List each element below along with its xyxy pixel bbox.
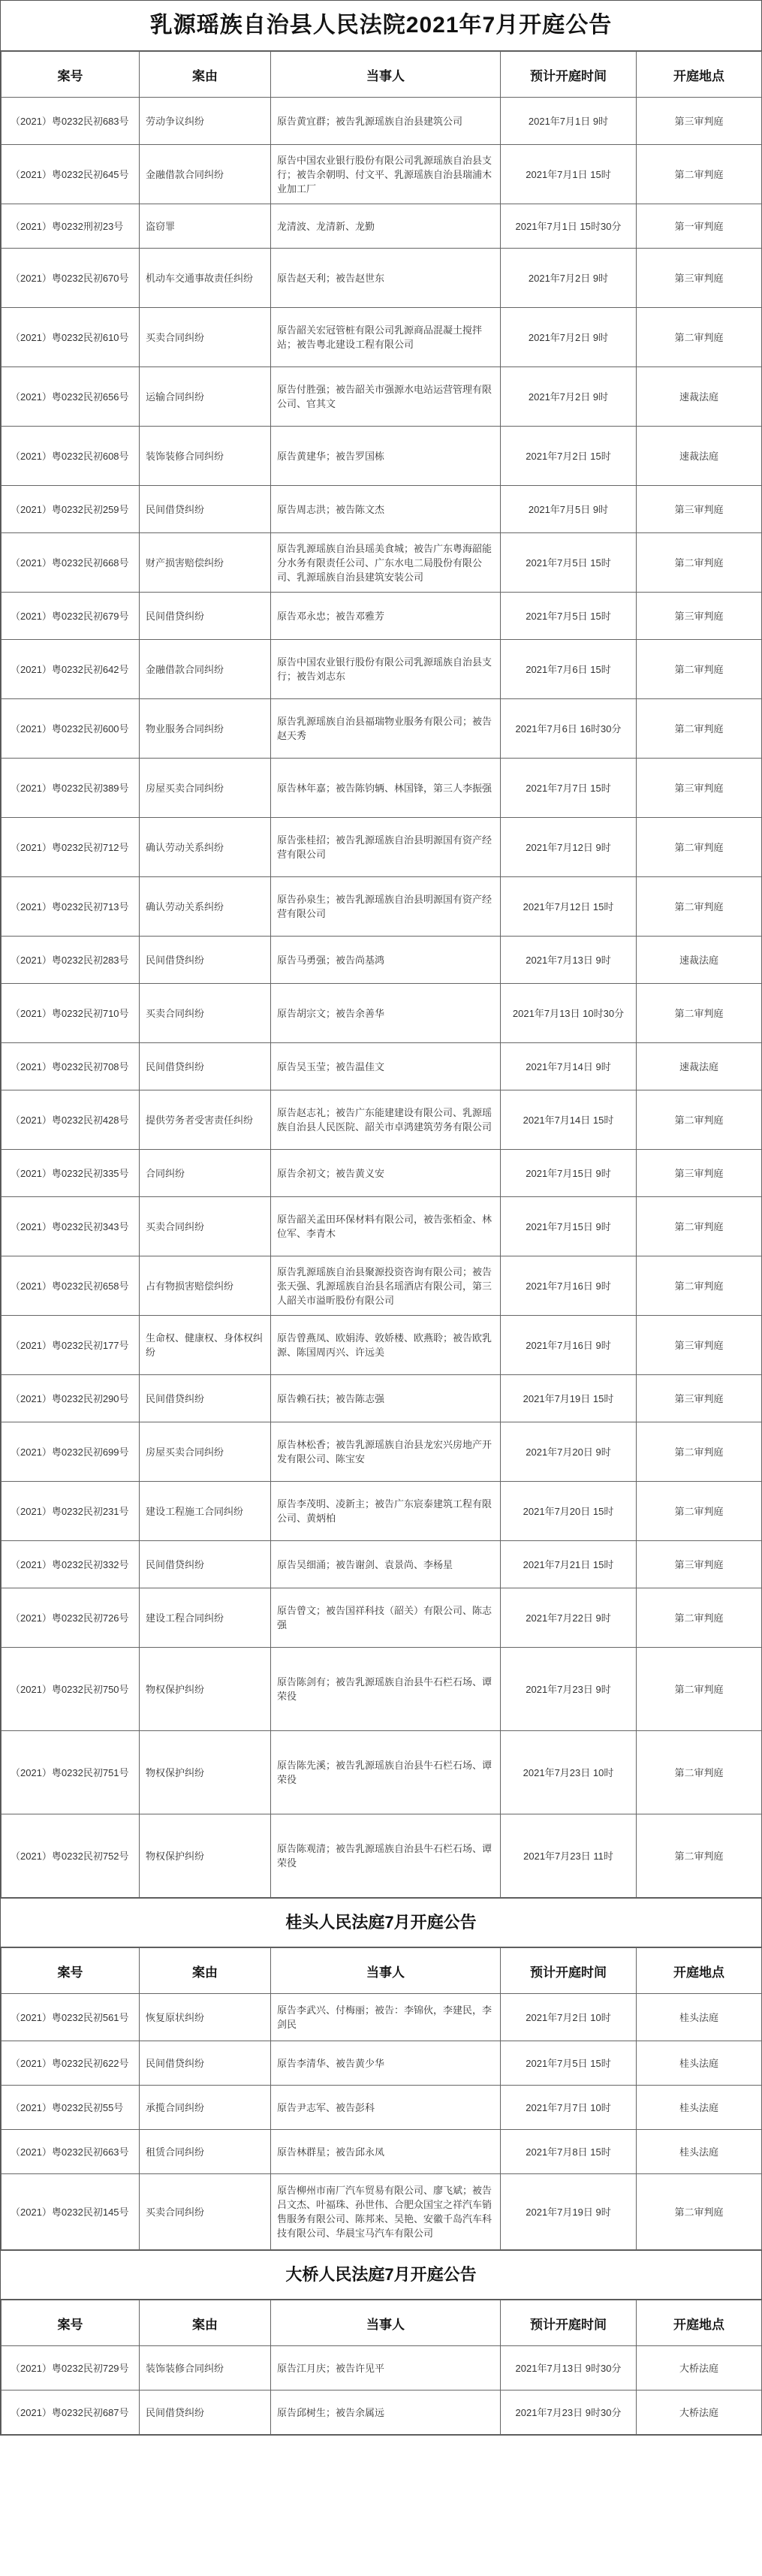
hearing-time: 2021年7月16日 9时 <box>501 1256 637 1316</box>
case-number: （2021）粤0232民初712号 <box>2 818 140 877</box>
case-parties: 原告邱树生；被告余属远 <box>271 2390 501 2435</box>
main-court-table <box>1 51 762 1898</box>
case-cause: 房屋买卖合同纠纷 <box>140 759 271 818</box>
case-number: （2021）粤0232民初710号 <box>2 984 140 1043</box>
case-number: （2021）粤0232民初608号 <box>2 427 140 486</box>
hearing-time: 2021年7月21日 15时 <box>501 1541 637 1588</box>
table-header-row <box>2 1948 762 1994</box>
case-parties: 原告张桂招；被告乳源瑶族自治县明源国有资产经营有限公司 <box>271 818 501 877</box>
case-number: （2021）粤0232民初600号 <box>2 699 140 759</box>
case-parties: 原告赵志礼；被告广东能建建设有限公司、乳源瑶族自治县人民医院、韶关市卓鸿建筑劳务有限公司 <box>271 1090 501 1150</box>
table-row <box>2 1375 762 1422</box>
case-cause: 装饰装修合同纠纷 <box>140 2346 271 2390</box>
table-row <box>2 1482 762 1541</box>
hearing-place: 第三审判庭 <box>637 593 762 640</box>
hearing-place: 桂头法庭 <box>637 1994 762 2041</box>
case-number: （2021）粤0232民初610号 <box>2 308 140 367</box>
case-number: （2021）粤0232民初729号 <box>2 2346 140 2390</box>
header-case-number: 案号 <box>2 52 140 98</box>
case-cause: 买卖合同纠纷 <box>140 308 271 367</box>
hearing-place: 第二审判庭 <box>637 1482 762 1541</box>
hearing-time: 2021年7月14日 9时 <box>501 1043 637 1090</box>
case-cause: 确认劳动关系纠纷 <box>140 877 271 937</box>
header-time: 预计开庭时间 <box>501 52 637 98</box>
hearing-time: 2021年7月5日 9时 <box>501 486 637 533</box>
hearing-place: 速裁法庭 <box>637 367 762 427</box>
header-case-number: 案号 <box>2 2300 140 2346</box>
hearing-time: 2021年7月19日 9时 <box>501 2174 637 2250</box>
hearing-time: 2021年7月1日 15时30分 <box>501 204 637 249</box>
case-number: （2021）粤0232民初145号 <box>2 2174 140 2250</box>
table-row <box>2 1043 762 1090</box>
case-number: （2021）粤0232民初699号 <box>2 1422 140 1482</box>
case-number: （2021）粤0232民初335号 <box>2 1150 140 1197</box>
table-row <box>2 2174 762 2250</box>
table-row <box>2 877 762 937</box>
case-number: （2021）粤0232民初663号 <box>2 2130 140 2174</box>
case-number: （2021）粤0232民初750号 <box>2 1648 140 1731</box>
case-parties: 原告陈观清；被告乳源瑶族自治县牛石栏石场、谭荣役 <box>271 1814 501 1898</box>
daqiao-section-title: 大桥人民法庭7月开庭公告 <box>1 2250 761 2300</box>
hearing-place: 第三审判庭 <box>637 1375 762 1422</box>
case-number: （2021）粤0232民初177号 <box>2 1316 140 1375</box>
hearing-place: 第二审判庭 <box>637 533 762 593</box>
hearing-place: 第二审判庭 <box>637 1256 762 1316</box>
hearing-time: 2021年7月2日 9时 <box>501 308 637 367</box>
hearing-time: 2021年7月5日 15时 <box>501 533 637 593</box>
case-cause: 买卖合同纠纷 <box>140 1197 271 1256</box>
table-row <box>2 818 762 877</box>
hearing-place: 速裁法庭 <box>637 1043 762 1090</box>
case-number: （2021）粤0232民初658号 <box>2 1256 140 1316</box>
case-number: （2021）粤0232民初561号 <box>2 1994 140 2041</box>
case-number: （2021）粤0232民初332号 <box>2 1541 140 1588</box>
case-cause: 占有物损害赔偿纠纷 <box>140 1256 271 1316</box>
case-parties: 原告曾文；被告国祥科技（韶关）有限公司、陈志强 <box>271 1588 501 1648</box>
header-time: 预计开庭时间 <box>501 1948 637 1994</box>
table-row <box>2 759 762 818</box>
table-row <box>2 1316 762 1375</box>
hearing-time: 2021年7月2日 9时 <box>501 367 637 427</box>
case-cause: 运输合同纠纷 <box>140 367 271 427</box>
table-row <box>2 1256 762 1316</box>
hearing-time: 2021年7月2日 9时 <box>501 249 637 308</box>
hearing-place: 桂头法庭 <box>637 2086 762 2130</box>
case-cause: 民间借贷纠纷 <box>140 1043 271 1090</box>
case-parties: 原告胡宗文；被告余善华 <box>271 984 501 1043</box>
hearing-time: 2021年7月8日 15时 <box>501 2130 637 2174</box>
case-parties: 原告乳源瑶族自治县瑶美食城；被告广东粤海韶能分水务有限责任公司、广东水电二局股份有限公司、乳源瑶族自治县建筑安装公司 <box>271 533 501 593</box>
case-number: （2021）粤0232民初428号 <box>2 1090 140 1150</box>
case-cause: 恢复原状纠纷 <box>140 1994 271 2041</box>
case-parties: 原告韶关孟田环保材料有限公司，被告张栢金、林位军、李青木 <box>271 1197 501 1256</box>
hearing-place: 第三审判庭 <box>637 98 762 145</box>
case-cause: 物权保护纠纷 <box>140 1814 271 1898</box>
hearing-place: 第二审判庭 <box>637 1648 762 1731</box>
case-cause: 民间借贷纠纷 <box>140 486 271 533</box>
hearing-place: 第二审判庭 <box>637 1814 762 1898</box>
case-cause: 买卖合同纠纷 <box>140 2174 271 2250</box>
case-parties: 原告尹志军、被告彭科 <box>271 2086 501 2130</box>
table-row <box>2 2390 762 2435</box>
case-cause: 承揽合同纠纷 <box>140 2086 271 2130</box>
case-parties: 原告曾燕凤、欧娟涛、敦娇楼、欧燕聆；被告欧乳源、陈国周丙兴、许远美 <box>271 1316 501 1375</box>
case-cause: 金融借款合同纠纷 <box>140 145 271 204</box>
table-row <box>2 1197 762 1256</box>
table-row <box>2 308 762 367</box>
hearing-time: 2021年7月23日 10时 <box>501 1731 637 1814</box>
case-parties: 原告黄宜群；被告乳源瑶族自治县建筑公司 <box>271 98 501 145</box>
case-parties: 原告李武兴、付梅丽；被告：李锦伙，李建民，李剑民 <box>271 1994 501 2041</box>
table-header-row <box>2 2300 762 2346</box>
hearing-time: 2021年7月7日 10时 <box>501 2086 637 2130</box>
case-parties: 原告陈先溪；被告乳源瑶族自治县牛石栏石场、谭荣役 <box>271 1731 501 1814</box>
hearing-time: 2021年7月7日 15时 <box>501 759 637 818</box>
hearing-time: 2021年7月6日 15时 <box>501 640 637 699</box>
case-cause: 物权保护纠纷 <box>140 1648 271 1731</box>
hearing-time: 2021年7月23日 9时 <box>501 1648 637 1731</box>
case-parties: 原告林松香；被告乳源瑶族自治县龙宏兴房地产开发有限公司、陈宝安 <box>271 1422 501 1482</box>
hearing-place: 第三审判庭 <box>637 1541 762 1588</box>
case-parties: 原告赵天利；被告赵世东 <box>271 249 501 308</box>
case-number: （2021）粤0232民初687号 <box>2 2390 140 2435</box>
case-cause: 劳动争议纠纷 <box>140 98 271 145</box>
table-row <box>2 1541 762 1588</box>
table-row <box>2 699 762 759</box>
table-row <box>2 2041 762 2086</box>
hearing-place: 第三审判庭 <box>637 486 762 533</box>
case-number: （2021）粤0232民初670号 <box>2 249 140 308</box>
case-number: （2021）粤0232民初259号 <box>2 486 140 533</box>
hearing-time: 2021年7月13日 9时 <box>501 937 637 984</box>
case-parties: 原告黄建华；被告罗国栋 <box>271 427 501 486</box>
header-cause: 案由 <box>140 2300 271 2346</box>
case-parties: 原告中国农业银行股份有限公司乳源瑶族自治县支行；被告刘志东 <box>271 640 501 699</box>
case-number: （2021）粤0232刑初23号 <box>2 204 140 249</box>
case-cause: 建设工程合同纠纷 <box>140 1588 271 1648</box>
hearing-place: 第二审判庭 <box>637 1422 762 1482</box>
case-number: （2021）粤0232民初283号 <box>2 937 140 984</box>
case-cause: 装饰装修合同纠纷 <box>140 427 271 486</box>
hearing-place: 第一审判庭 <box>637 204 762 249</box>
case-parties: 原告余初文；被告黄义安 <box>271 1150 501 1197</box>
hearing-place: 第三审判庭 <box>637 1150 762 1197</box>
hearing-place: 第二审判庭 <box>637 1090 762 1150</box>
case-cause: 民间借贷纠纷 <box>140 1375 271 1422</box>
hearing-time: 2021年7月1日 9时 <box>501 98 637 145</box>
header-parties: 当事人 <box>271 1948 501 1994</box>
hearing-place: 大桥法庭 <box>637 2346 762 2390</box>
case-cause: 买卖合同纠纷 <box>140 984 271 1043</box>
header-parties: 当事人 <box>271 52 501 98</box>
hearing-time: 2021年7月15日 9时 <box>501 1150 637 1197</box>
table-row <box>2 367 762 427</box>
hearing-place: 第二审判庭 <box>637 2174 762 2250</box>
hearing-place: 第二审判庭 <box>637 640 762 699</box>
hearing-time: 2021年7月6日 16时30分 <box>501 699 637 759</box>
table-row <box>2 145 762 204</box>
case-cause: 物业服务合同纠纷 <box>140 699 271 759</box>
hearing-time: 2021年7月13日 9时30分 <box>501 2346 637 2390</box>
table-row <box>2 427 762 486</box>
case-parties: 原告林年嘉；被告陈钧辆、林国锋，第三人李振强 <box>271 759 501 818</box>
hearing-time: 2021年7月2日 10时 <box>501 1994 637 2041</box>
case-number: （2021）粤0232民初656号 <box>2 367 140 427</box>
table-row <box>2 98 762 145</box>
case-parties: 原告陈剑有；被告乳源瑶族自治县牛石栏石场、谭荣役 <box>271 1648 501 1731</box>
hearing-time: 2021年7月2日 15时 <box>501 427 637 486</box>
hearing-place: 第三审判庭 <box>637 249 762 308</box>
hearing-time: 2021年7月13日 10时30分 <box>501 984 637 1043</box>
hearing-place: 第二审判庭 <box>637 1197 762 1256</box>
hearing-time: 2021年7月20日 9时 <box>501 1422 637 1482</box>
case-parties: 原告赖石扶；被告陈志强 <box>271 1375 501 1422</box>
case-cause: 民间借贷纠纷 <box>140 593 271 640</box>
case-number: （2021）粤0232民初668号 <box>2 533 140 593</box>
header-parties: 当事人 <box>271 2300 501 2346</box>
case-cause: 民间借贷纠纷 <box>140 2390 271 2435</box>
hearing-time: 2021年7月20日 15时 <box>501 1482 637 1541</box>
case-parties: 原告林群星；被告邱永凤 <box>271 2130 501 2174</box>
case-number: （2021）粤0232民初290号 <box>2 1375 140 1422</box>
hearing-place: 桂头法庭 <box>637 2130 762 2174</box>
header-case-number: 案号 <box>2 1948 140 1994</box>
case-number: （2021）粤0232民初683号 <box>2 98 140 145</box>
hearing-time: 2021年7月15日 9时 <box>501 1197 637 1256</box>
hearing-place: 第三审判庭 <box>637 759 762 818</box>
case-cause: 民间借贷纠纷 <box>140 937 271 984</box>
hearing-time: 2021年7月23日 9时30分 <box>501 2390 637 2435</box>
case-cause: 民间借贷纠纷 <box>140 1541 271 1588</box>
table-row <box>2 640 762 699</box>
hearing-place: 第二审判庭 <box>637 877 762 937</box>
case-number: （2021）粤0232民初645号 <box>2 145 140 204</box>
case-cause: 金融借款合同纠纷 <box>140 640 271 699</box>
hearing-time: 2021年7月22日 9时 <box>501 1588 637 1648</box>
header-cause: 案由 <box>140 52 271 98</box>
hearing-time: 2021年7月19日 15时 <box>501 1375 637 1422</box>
table-row <box>2 593 762 640</box>
hearing-time: 2021年7月1日 15时 <box>501 145 637 204</box>
guitou-court-table <box>1 1947 762 2250</box>
hearing-place: 第二审判庭 <box>637 308 762 367</box>
table-row <box>2 1731 762 1814</box>
hearing-place: 第二审判庭 <box>637 818 762 877</box>
table-row <box>2 1588 762 1648</box>
case-cause: 财产损害赔偿纠纷 <box>140 533 271 593</box>
hearing-time: 2021年7月23日 11时 <box>501 1814 637 1898</box>
case-cause: 确认劳动关系纠纷 <box>140 818 271 877</box>
header-cause: 案由 <box>140 1948 271 1994</box>
case-parties: 原告韶关宏冠管桩有限公司乳源商品混凝土搅拌站；被告粤北建设工程有限公司 <box>271 308 501 367</box>
hearing-place: 速裁法庭 <box>637 937 762 984</box>
guitou-section-title: 桂头人民法庭7月开庭公告 <box>1 1898 761 1947</box>
table-row <box>2 1090 762 1150</box>
table-row <box>2 937 762 984</box>
case-number: （2021）粤0232民初679号 <box>2 593 140 640</box>
case-cause: 租赁合同纠纷 <box>140 2130 271 2174</box>
case-parties: 原告柳州市南厂汽车贸易有限公司、廖飞斌；被告吕文杰、叶福珠、孙世伟、合肥众国宝之祥汽车销售服务有限公司、陈邦来、吴艳、安徽千岛汽车科技有限公司、华晨宝马汽车有限公司 <box>271 2174 501 2250</box>
hearing-time: 2021年7月12日 15时 <box>501 877 637 937</box>
case-number: （2021）粤0232民初622号 <box>2 2041 140 2086</box>
case-parties: 原告吴玉莹；被告温佳文 <box>271 1043 501 1090</box>
daqiao-court-table <box>1 2300 762 2435</box>
table-row <box>2 486 762 533</box>
hearing-time: 2021年7月16日 9时 <box>501 1316 637 1375</box>
hearing-place: 第二审判庭 <box>637 699 762 759</box>
table-row <box>2 1648 762 1731</box>
table-row <box>2 1814 762 1898</box>
case-parties: 原告李清华、被告黄少华 <box>271 2041 501 2086</box>
hearing-time: 2021年7月12日 9时 <box>501 818 637 877</box>
case-parties: 原告乳源瑶族自治县福瑞物业服务有限公司；被告赵天秀 <box>271 699 501 759</box>
case-parties: 原告乳源瑶族自治县聚源投资咨询有限公司；被告张天强、乳源瑶族自治县名瑶酒店有限公司，第三人韶关市溢昕股份有限公司 <box>271 1256 501 1316</box>
hearing-place: 第二审判庭 <box>637 145 762 204</box>
header-place: 开庭地点 <box>637 52 762 98</box>
case-cause: 机动车交通事故责任纠纷 <box>140 249 271 308</box>
case-cause: 民间借贷纠纷 <box>140 2041 271 2086</box>
table-row <box>2 204 762 249</box>
hearing-place: 第二审判庭 <box>637 984 762 1043</box>
case-parties: 原告江月庆；被告许见平 <box>271 2346 501 2390</box>
table-row <box>2 2086 762 2130</box>
hearing-place: 第二审判庭 <box>637 1731 762 1814</box>
case-number: （2021）粤0232民初713号 <box>2 877 140 937</box>
header-place: 开庭地点 <box>637 2300 762 2346</box>
case-number: （2021）粤0232民初642号 <box>2 640 140 699</box>
hearing-place: 速裁法庭 <box>637 427 762 486</box>
table-row <box>2 2130 762 2174</box>
case-parties: 原告孙泉生；被告乳源瑶族自治县明源国有资产经营有限公司 <box>271 877 501 937</box>
table-row <box>2 249 762 308</box>
header-time: 预计开庭时间 <box>501 2300 637 2346</box>
hearing-time: 2021年7月5日 15时 <box>501 593 637 640</box>
case-parties: 原告中国农业银行股份有限公司乳源瑶族自治县支行；被告余朝明、付文平、乳源瑶族自治县瑞浦木业加工厂 <box>271 145 501 204</box>
case-cause: 提供劳务者受害责任纠纷 <box>140 1090 271 1150</box>
case-number: （2021）粤0232民初708号 <box>2 1043 140 1090</box>
case-parties: 原告吴细涌；被告谢剑、袁景尚、李杨星 <box>271 1541 501 1588</box>
case-number: （2021）粤0232民初751号 <box>2 1731 140 1814</box>
hearing-place: 大桥法庭 <box>637 2390 762 2435</box>
hearing-place: 桂头法庭 <box>637 2041 762 2086</box>
table-row <box>2 2346 762 2390</box>
case-number: （2021）粤0232民初231号 <box>2 1482 140 1541</box>
table-header-row <box>2 52 762 98</box>
case-number: （2021）粤0232民初752号 <box>2 1814 140 1898</box>
case-parties: 原告周志洪；被告陈文杰 <box>271 486 501 533</box>
hearing-time: 2021年7月14日 15时 <box>501 1090 637 1150</box>
case-parties: 龙清波、龙清新、龙勤 <box>271 204 501 249</box>
table-row <box>2 533 762 593</box>
table-row <box>2 984 762 1043</box>
case-cause: 物权保护纠纷 <box>140 1731 271 1814</box>
case-parties: 原告马勇强；被告尚基鸿 <box>271 937 501 984</box>
case-number: （2021）粤0232民初55号 <box>2 2086 140 2130</box>
page-title: 乳源瑶族自治县人民法院2021年7月开庭公告 <box>1 1 761 51</box>
case-cause: 房屋买卖合同纠纷 <box>140 1422 271 1482</box>
case-parties: 原告李茂明、凌新主；被告广东宸泰建筑工程有限公司、黄炳柏 <box>271 1482 501 1541</box>
case-parties: 原告付胜强；被告韶关市强源水电站运营管理有限公司、官其文 <box>271 367 501 427</box>
case-cause: 建设工程施工合同纠纷 <box>140 1482 271 1541</box>
hearing-place: 第二审判庭 <box>637 1588 762 1648</box>
header-place: 开庭地点 <box>637 1948 762 1994</box>
case-number: （2021）粤0232民初343号 <box>2 1197 140 1256</box>
case-cause: 生命权、健康权、身体权纠纷 <box>140 1316 271 1375</box>
case-parties: 原告邓永忠；被告邓雅芳 <box>271 593 501 640</box>
case-cause: 盗窃罪 <box>140 204 271 249</box>
table-row <box>2 1422 762 1482</box>
table-row <box>2 1150 762 1197</box>
case-number: （2021）粤0232民初726号 <box>2 1588 140 1648</box>
hearing-time: 2021年7月5日 15时 <box>501 2041 637 2086</box>
table-row <box>2 1994 762 2041</box>
case-number: （2021）粤0232民初389号 <box>2 759 140 818</box>
hearing-place: 第三审判庭 <box>637 1316 762 1375</box>
case-cause: 合同纠纷 <box>140 1150 271 1197</box>
